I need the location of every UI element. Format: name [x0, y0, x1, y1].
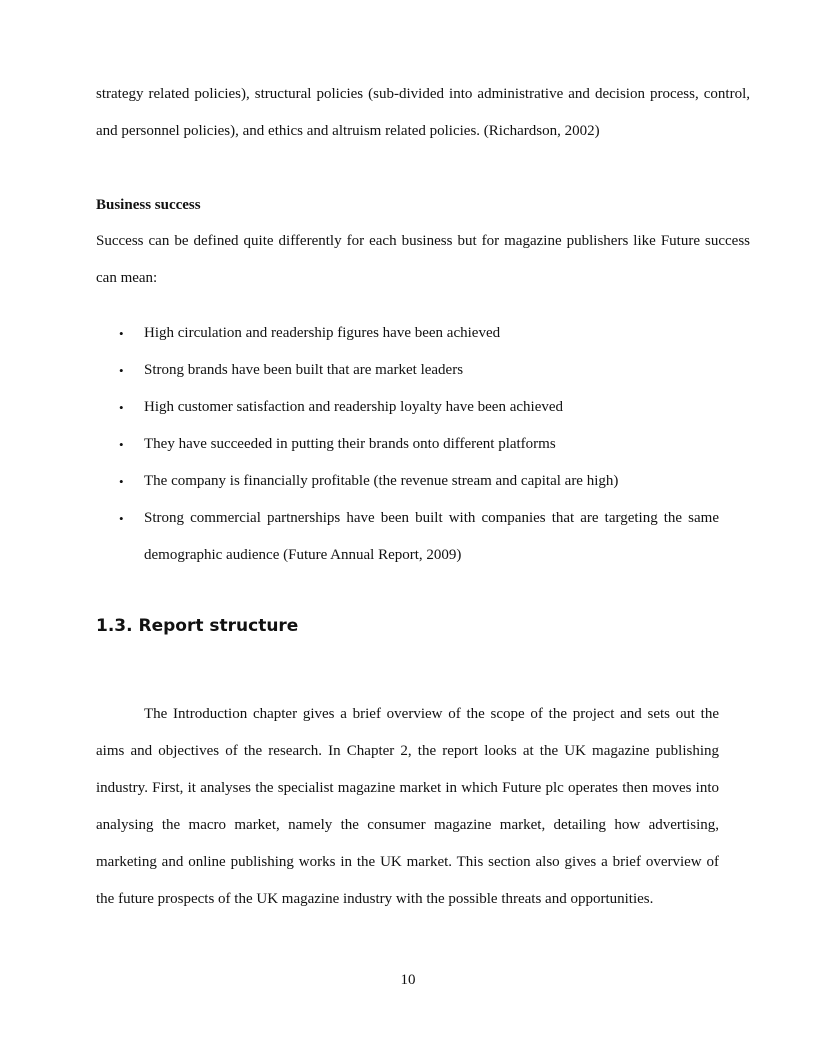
- list-item-text: High customer satisfaction and readership loyalty have been achieved: [144, 399, 564, 415]
- list-item-text: The company is financially profitable (the revenue stream and capital are high): [144, 473, 619, 489]
- page-number: 10: [400, 972, 416, 988]
- list-item: [96, 426, 719, 463]
- bullet-icon: •: [119, 363, 124, 378]
- list-item: [96, 389, 719, 426]
- list-item-text: Strong commercial partnerships have been built with companies that are targeting the same demographic audience (Future Annual Report, 2009): [144, 510, 719, 563]
- business-success-intro: Success can be defined quite differently for each business but for magazine publishers like Future success can mean:: [96, 233, 750, 286]
- report-structure-paragraph: The Introduction chapter gives a brief overview of the scope of the project and sets out the aims and objectives of the research. In Chapter 2, the report looks at the UK magazine publishing industry. First, it analyses the specialist magazine market in which Future plc operates then moves into analysing the macro market, namely the consumer magazine market, detailing how advertising, marketing and online publishing works in the UK market. This section also gives a brief overview of the future prospects of the UK magazine industry with the possible threats and opportunities.: [96, 706, 719, 907]
- list-item: [96, 352, 719, 389]
- report-structure-heading: 1.3. Report structure: [96, 616, 299, 636]
- list-item: [96, 315, 719, 352]
- continuation-paragraph: strategy related policies), structural policies (sub-divided into administrative and decision process, control, and personnel policies), and ethics and altruism related policies. (Richardson, 2002): [96, 86, 750, 139]
- bullet-icon: •: [119, 400, 124, 415]
- bullet-icon: •: [119, 474, 124, 489]
- list-item: [96, 500, 719, 574]
- bullet-icon: •: [119, 326, 124, 341]
- list-item: [96, 463, 719, 500]
- bullet-icon: •: [119, 511, 124, 526]
- business-success-heading: Business success: [96, 197, 201, 213]
- list-item-text: High circulation and readership figures have been achieved: [144, 325, 501, 341]
- success-criteria-list: [96, 315, 719, 574]
- list-item-text: Strong brands have been built that are market leaders: [144, 362, 464, 378]
- bullet-icon: •: [119, 437, 124, 452]
- list-item-text: They have succeeded in putting their brands onto different platforms: [144, 436, 556, 452]
